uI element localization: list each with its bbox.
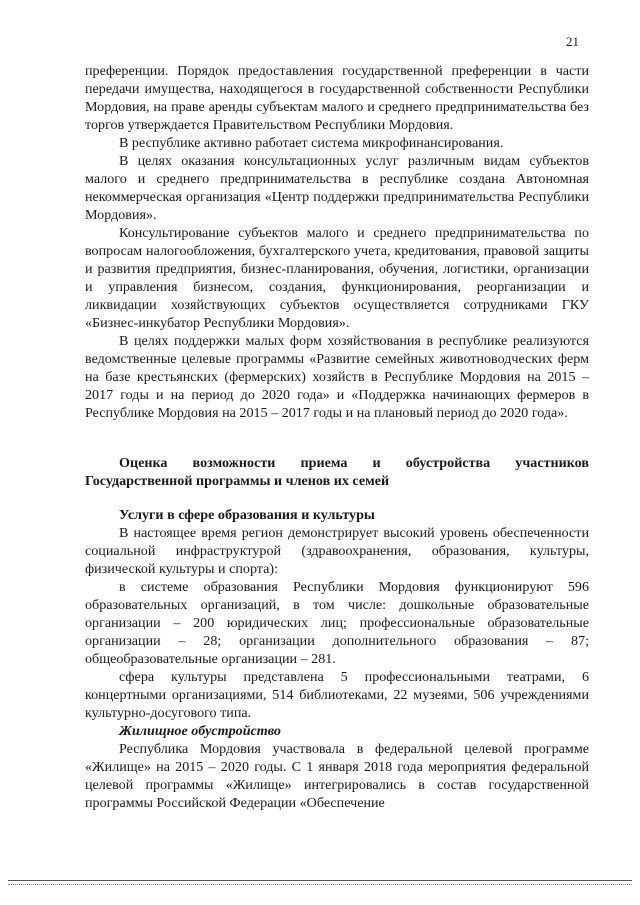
section-heading: Оценка возможности приема и обустройства участников Государственной программы и членов их семей — [85, 455, 589, 489]
paragraph: преференции. Порядок предоставления государственной преференции в части передачи имущества, находящегося в государственной собственности Республики Мордовия, на праве аренды субъектам малого и среднего предпринимательства без торгов утверждается Правительством Республики Мордовия. — [85, 63, 589, 133]
footer-divider — [8, 884, 632, 885]
paragraph: Республика Мордовия участвовала в федеральной целевой программе «Жилище» на 2015 – 2020 годы. С 1 января 2018 года мероприятия федеральной целевой программы «Жилище» интегрировались в состав государственной программы Российской Федерации «Обеспечение — [85, 741, 589, 811]
footer-divider — [8, 880, 632, 881]
paragraph: сфера культуры представлена 5 профессиональными театрами, 6 концертными организациями, 514 библиотеками, 22 музеями, 506 учреждениями культурно-досугового типа. — [85, 669, 589, 721]
paragraph: Консультирование субъектов малого и среднего предпринимательства по вопросам налогообложения, бухгалтерского учета, кредитования, правовой защиты и развития предприятия, бизнес-планирования, обучения, логистики, организации и управления бизнесом, создания, функционирования, реорганизации и ликвидации хозяйствующих субъектов осуществляется сотрудниками ГКУ «Бизнес-инкубатор Республики Мордовия». — [85, 225, 589, 331]
paragraph: в системе образования Республики Мордовия функционируют 596 образовательных организаций, в том числе: дошкольные образовательные организации – 200 юридических лиц; профессиональные образовательные организации – 28; организации дополнительного образования – 87; общеобразовательные организации – 281. — [85, 579, 589, 667]
paragraph: В настоящее время регион демонстрирует высокий уровень обеспеченности социальной инфраструктурой (здравоохранения, образования, культуры, физической культуры и спорта): — [85, 525, 589, 577]
paragraph: В целях поддержки малых форм хозяйствования в республике реализуются ведомственные целевые программы «Развитие семейных животноводческих ферм на базе крестьянских (фермерских) хозяйств в Республике Мордовия на 2015 – 2017 годы и на период до 2020 года» и «Поддержка начинающих фермеров в Республике Мордовия на 2015 – 2017 годы и на плановый период до 2020 года». — [85, 333, 589, 421]
paragraph: В целях оказания консультационных услуг различным видам субъектов малого и среднего предпринимательства в республике создана Автономная некоммерческая организация «Центр поддержки предпринимательства Республики Мордовия». — [85, 153, 589, 223]
page-number: 21 — [566, 34, 579, 49]
paragraph: В республике активно работает система микрофинансирования. — [119, 135, 504, 151]
subsection-title: Жилищное обустройство — [119, 723, 281, 739]
subsection-title: Услуги в сфере образования и культуры — [119, 507, 375, 523]
document-body — [85, 62, 589, 812]
